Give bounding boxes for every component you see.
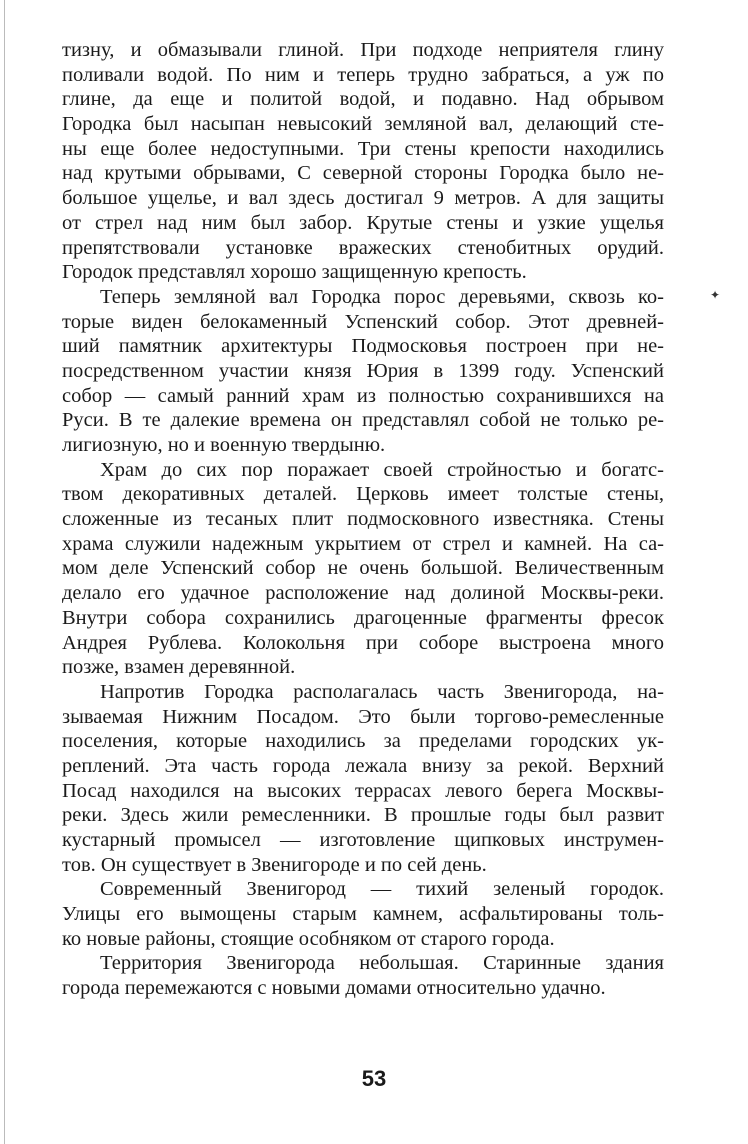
text-line: Современный Звенигород — тихий зеленый городок. xyxy=(100,878,664,901)
text-line: сложенные из тесаных плит подмосковного известняка. Стены xyxy=(62,508,664,531)
text-line: Руси. В те далекие времена он представлял собой не только ре- xyxy=(62,409,664,432)
text-line: Андрея Рублева. Колокольня при соборе выстроена много xyxy=(62,631,664,654)
text-line: твом декоративных деталей. Церковь имеет толстые стены, xyxy=(62,483,664,506)
text-line: ны еще более недоступными. Три стены крепости находились xyxy=(62,137,664,160)
text-line: большое ущелье, и вал здесь достигал 9 метров. А для защиты xyxy=(62,187,664,210)
scan-speck-mark: ✦ xyxy=(710,288,721,302)
text-line: реплений. Эта часть города лежала внизу за рекой. Верхний xyxy=(62,754,664,777)
text-line: глине, да еще и политой водой, и подавно. Над обрывом xyxy=(62,88,664,111)
text-line: торые виден белокаменный Успенский собор. Этот древней- xyxy=(62,310,664,333)
text-line: Напротив Городка располагалась часть Звенигорода, на- xyxy=(100,680,664,703)
text-line: посредственном участии князя Юрия в 1399 году. Успенский xyxy=(62,359,664,382)
text-line: лигиозную, но и военную твердыню. xyxy=(62,434,386,456)
body-text xyxy=(62,38,664,1001)
text-line: Теперь земляной вал Городка порос деревьями, сквозь ко- xyxy=(100,285,664,308)
text-line: Городка был насыпан невысокий земляной вал, делающий сте- xyxy=(62,113,664,136)
text-line: Городок представлял хорошо защищенную крепость. xyxy=(62,261,527,284)
text-line: поливали водой. По ним и теперь трудно забраться, а уж по xyxy=(62,63,664,86)
text-line: Внутри собора сохранились драгоценные фрагменты фресок xyxy=(62,606,664,629)
text-line: храма служили надежным укрытием от стрел и камней. На са- xyxy=(62,532,664,555)
text-line: тов. Он существует в Звенигороде и по сей день. xyxy=(62,853,487,876)
text-line: поселения, которые находились за пределами городских ук- xyxy=(62,730,664,753)
text-line: зываемая Нижним Посадом. Это были торгово-ремесленные xyxy=(62,705,664,728)
text-line: мом деле Успенский собор не очень большой. Величественным xyxy=(62,557,664,580)
text-line: собор — самый ранний храм из полностью сохранившихся на xyxy=(62,384,664,407)
page-number: 53 xyxy=(361,1066,387,1091)
text-line: реки. Здесь жили ремесленники. В прошлые годы был развит xyxy=(62,804,664,827)
text-line: над крутыми обрывами, С северной стороны Городка было не- xyxy=(62,162,664,185)
text-line: Улицы его вымощены старым камнем, асфальтированы толь- xyxy=(62,903,664,926)
text-line: препятствовали установке вражеских стенобитных орудий. xyxy=(62,236,664,259)
text-line: Посад находился на высоких террасах левого берега Москвы- xyxy=(62,779,664,802)
text-line: ший памятник архитектуры Подмосковья построен при не- xyxy=(62,335,664,358)
text-line: делало его удачное расположение над долиной Москвы-реки. xyxy=(62,582,664,605)
text-line: города перемежаются с новыми домами относительно удачно. xyxy=(62,977,606,1000)
text-line: ко новые районы, стоящие особняком от старого города. xyxy=(62,927,555,950)
text-line: Храм до сих пор поражает своей стройностью и богатс- xyxy=(100,458,664,481)
text-line: тизну, и обмазывали глиной. При подходе неприятеля глину xyxy=(62,39,664,61)
text-line: позже, взамен деревянной. xyxy=(62,656,296,679)
text-line: от стрел над ним был забор. Крутые стены и узкие ущелья xyxy=(62,211,664,234)
scan-edge-line xyxy=(4,0,5,1144)
text-line: кустарный промысел — изготовление щипковых инструмен- xyxy=(62,829,664,851)
text-line: Территория Звенигорода небольшая. Старинные здания xyxy=(100,952,664,975)
